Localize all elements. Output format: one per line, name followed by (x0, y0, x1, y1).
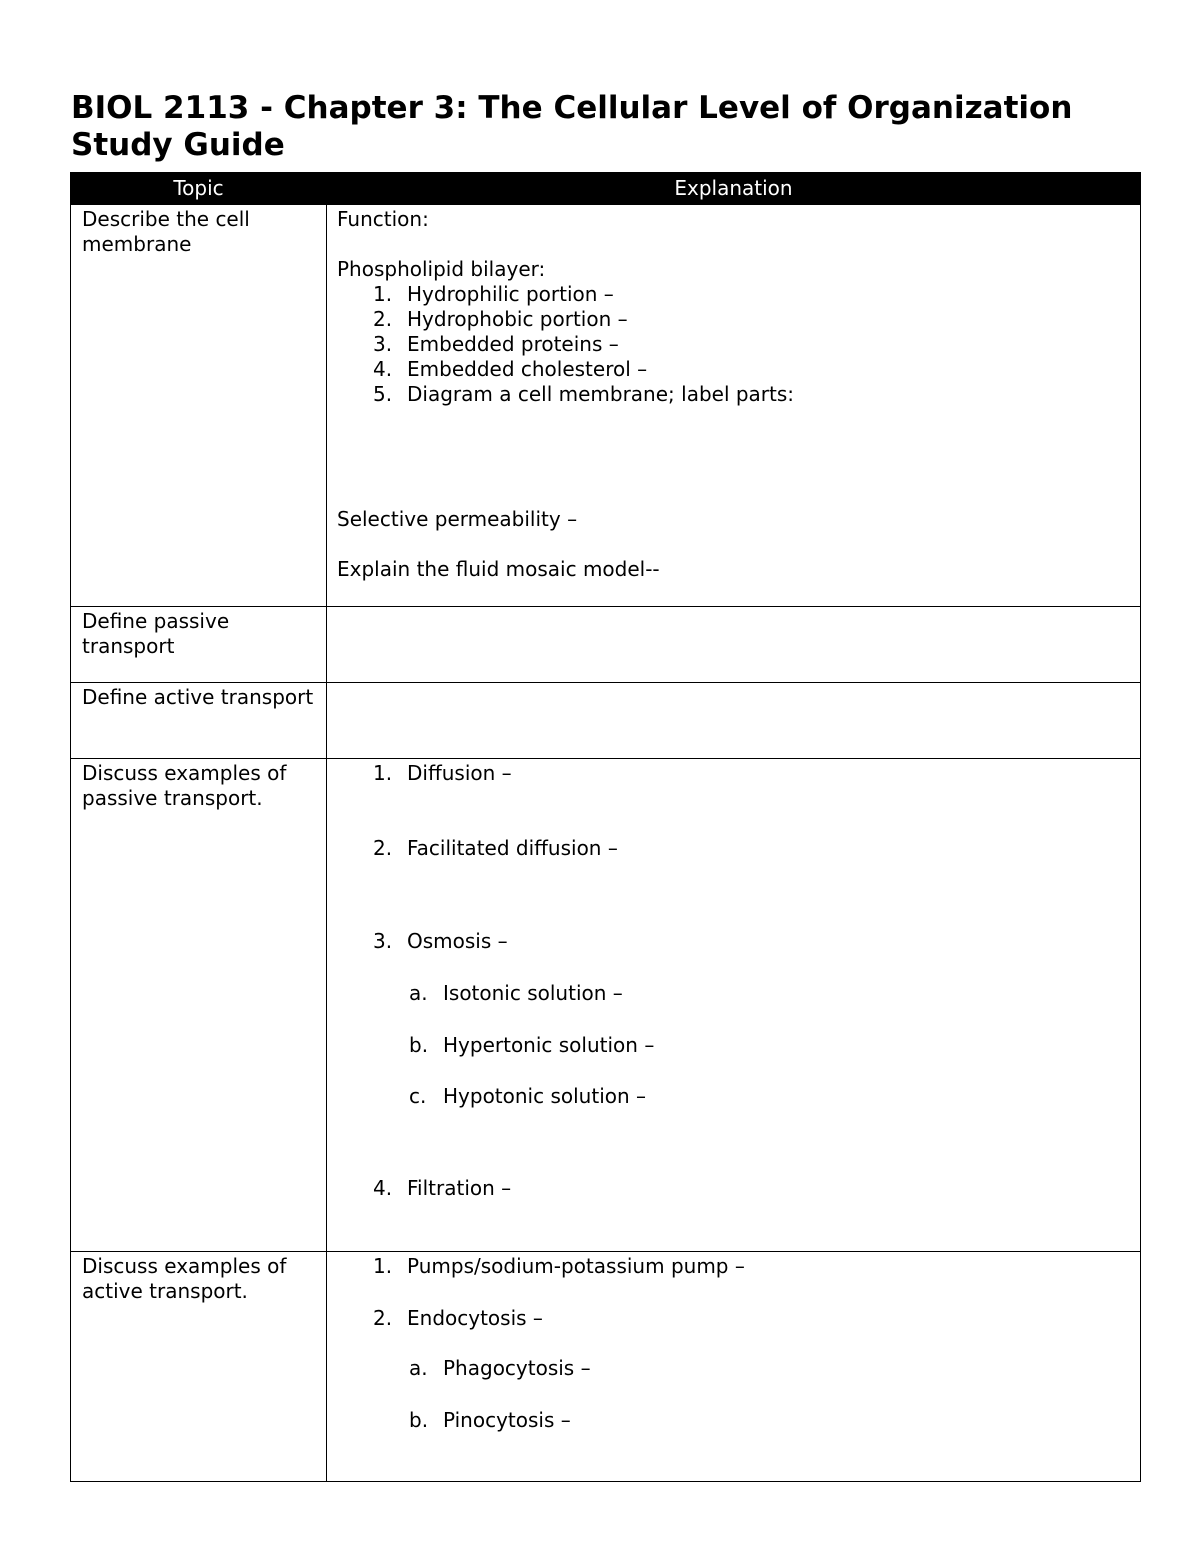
list-text: Osmosis – (407, 929, 508, 953)
list-text: Hydrophobic portion – (407, 307, 628, 331)
list-text: Diagram a cell membrane; label parts: (407, 382, 795, 406)
list-item (337, 836, 1130, 861)
list-text: Embedded proteins – (407, 332, 619, 356)
list-number: 1. (373, 761, 393, 785)
column-header-topic: Topic (71, 173, 327, 205)
sub-list-text: Pinocytosis – (443, 1408, 571, 1432)
explanation-cell (327, 1252, 1141, 1482)
list-number: 2. (373, 307, 393, 331)
list-text: Diffusion – (407, 761, 512, 785)
list-item (337, 282, 1130, 307)
title-line-2: Study Guide (71, 127, 285, 163)
list-text: Facilitated diffusion – (407, 836, 618, 860)
list-number: 2. (373, 1306, 393, 1330)
topic-cell (71, 683, 327, 759)
fluid-mosaic-label: Explain the fluid mosaic model-- (337, 557, 660, 581)
topic-cell (71, 607, 327, 683)
list-number: 5. (373, 382, 393, 406)
phospholipid-label: Phospholipid bilayer: (337, 257, 546, 281)
list-item (337, 332, 1130, 357)
topic-text: Describe the cell membrane (82, 207, 250, 256)
topic-cell (71, 759, 327, 1252)
list-number: 2. (373, 836, 393, 860)
topic-text: Define active transport (82, 685, 314, 709)
list-text: Endocytosis – (407, 1306, 543, 1330)
list-item (337, 1254, 1130, 1279)
table-row (71, 683, 1141, 759)
sub-list-item (337, 981, 1130, 1006)
sub-list-item (337, 1408, 1130, 1433)
list-item (337, 761, 1130, 786)
explanation-cell (327, 759, 1141, 1252)
topic-text: Discuss examples of passive transport. (82, 761, 287, 810)
column-header-explanation: Explanation (327, 173, 1141, 205)
sub-list-item (337, 1356, 1130, 1381)
list-item (337, 929, 1130, 954)
list-number: 1. (373, 1254, 393, 1278)
list-item (337, 382, 1130, 407)
list-item (337, 307, 1130, 332)
sub-list-letter: b. (409, 1408, 429, 1432)
sub-list-letter: a. (409, 981, 428, 1005)
topic-cell (71, 1252, 327, 1482)
sub-list-letter: a. (409, 1356, 428, 1380)
table-row (71, 759, 1141, 1252)
sub-list-letter: b. (409, 1033, 429, 1057)
sub-list-text: Phagocytosis – (443, 1356, 591, 1380)
sub-list-item (337, 1084, 1130, 1109)
list-text: Hydrophilic portion – (407, 282, 614, 306)
list-number: 3. (373, 332, 393, 356)
function-label: Function: (337, 207, 429, 231)
list-number: 3. (373, 929, 393, 953)
study-guide-table (70, 172, 1141, 1482)
list-item (337, 1306, 1130, 1331)
table-row (71, 1252, 1141, 1482)
explanation-cell (327, 205, 1141, 607)
selective-permeability-label: Selective permeability – (337, 507, 578, 531)
list-text: Embedded cholesterol – (407, 357, 648, 381)
sub-list-item (337, 1033, 1130, 1058)
list-number: 4. (373, 1176, 393, 1200)
table-row (71, 205, 1141, 607)
table-header-row (71, 173, 1141, 205)
list-text: Pumps/sodium-potassium pump – (407, 1254, 745, 1278)
list-text: Filtration – (407, 1176, 512, 1200)
list-number: 1. (373, 282, 393, 306)
title-line-1: BIOL 2113 - Chapter 3: The Cellular Level of Organization (71, 90, 1073, 126)
document-title (71, 90, 1151, 164)
list-item (337, 1176, 1130, 1201)
sub-list-text: Isotonic solution – (443, 981, 623, 1005)
sub-list-text: Hypertonic solution – (443, 1033, 655, 1057)
explanation-cell (327, 607, 1141, 683)
topic-text: Discuss examples of active transport. (82, 1254, 287, 1303)
explanation-cell (327, 683, 1141, 759)
list-item (337, 357, 1130, 382)
sub-list-letter: c. (409, 1084, 427, 1108)
sub-list-text: Hypotonic solution – (443, 1084, 647, 1108)
topic-cell (71, 205, 327, 607)
table-row (71, 607, 1141, 683)
topic-text: Define passive transport (82, 609, 230, 658)
list-number: 4. (373, 357, 393, 381)
